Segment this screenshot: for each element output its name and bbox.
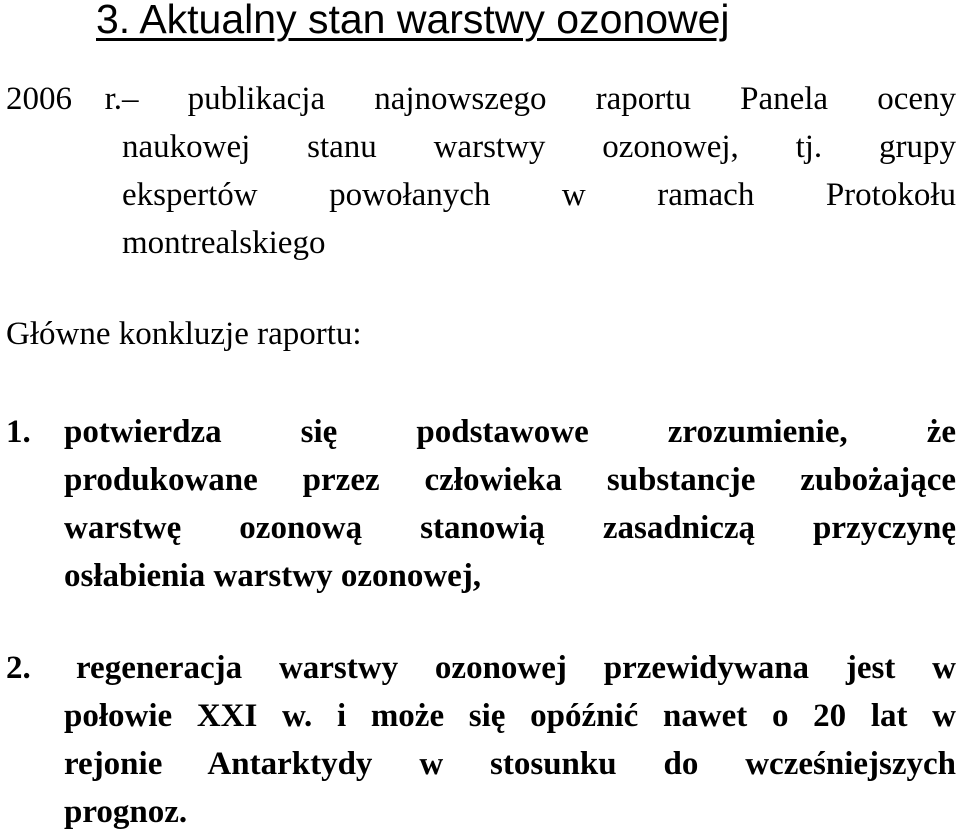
- conclusion-first-row: [6, 644, 956, 692]
- conclusion-line: warstwę ozonową stanowią zasadniczą przyczynę: [64, 510, 956, 546]
- intro-line: ekspertów powołanych w ramach Protokołu: [122, 177, 956, 213]
- conclusion-first-row: [6, 408, 956, 456]
- intro-year: 2006 r.: [6, 81, 122, 117]
- intro-line: – publikacja najnowszego raportu Panela oceny: [122, 81, 956, 117]
- conclusion-number: 1.: [6, 414, 31, 450]
- conclusion-line: osłabienia warstwy ozonowej,: [64, 558, 482, 594]
- conclusion-line: regeneracja warstwy ozonowej przewidywana jest w: [76, 650, 956, 686]
- slide-title: 3. Aktualny stan warstwy ozonowej: [96, 0, 730, 42]
- conclusion-item: [6, 644, 956, 836]
- conclusion-item: [6, 408, 956, 600]
- intro-paragraph: [6, 75, 956, 267]
- intro-first-row: [6, 75, 956, 123]
- intro-line: montrealskiego: [122, 225, 326, 261]
- conclusion-number: 2.: [6, 650, 31, 686]
- conclusion-line: rejonie Antarktydy w stosunku do wcześniejszych: [64, 746, 956, 782]
- intro-line: naukowej stanu warstwy ozonowej, tj. grupy: [122, 129, 956, 165]
- conclusion-line: połowie XXI w. i może się opóźnić nawet o 20 lat w: [64, 698, 956, 734]
- conclusion-line: prognoz.: [64, 794, 188, 830]
- conclusion-line: produkowane przez człowieka substancje zubożające: [64, 462, 956, 498]
- conclusions-heading: Główne konkluzje raportu:: [6, 316, 362, 352]
- conclusion-line: potwierdza się podstawowe zrozumienie, że: [64, 414, 956, 450]
